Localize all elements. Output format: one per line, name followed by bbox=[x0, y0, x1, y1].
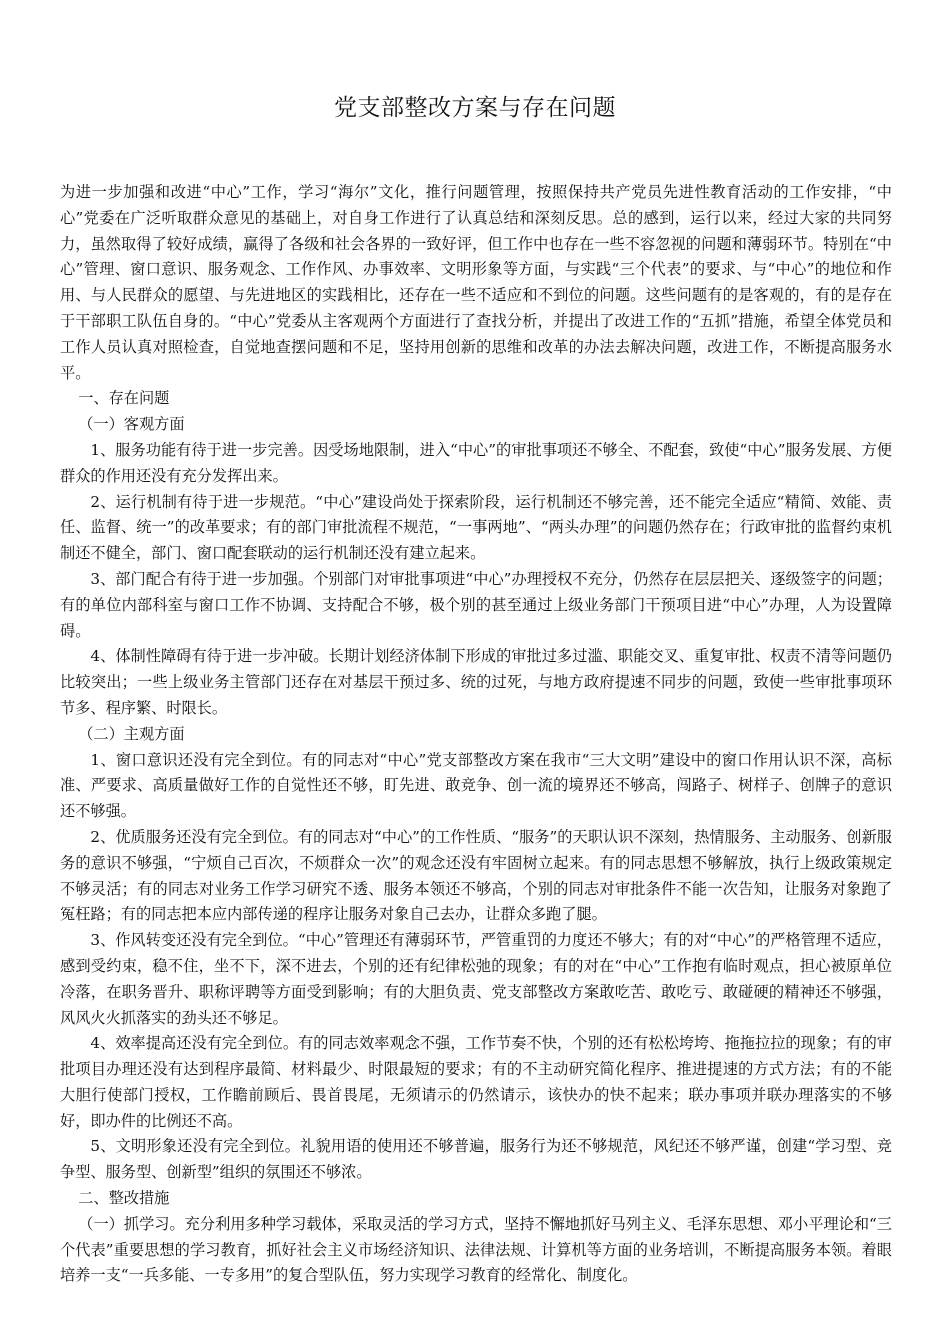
body-paragraph: 1、窗口意识还没有完全到位。有的同志对“中心”党支部整改方案在我市“三大文明”建设中的窗口作用认识不深，高标准、严要求、高质量做好工作的自觉性还不够，盯先进、敢竞争、创一流的境界还不够高，闯路子、树样子、创牌子的意识还不够强。 bbox=[60, 750, 892, 821]
document-body bbox=[60, 180, 892, 1289]
document-title: 党支部整改方案与存在问题 bbox=[334, 95, 616, 121]
body-paragraph: 1、服务功能有待于进一步完善。因受场地限制，进入“中心”的审批事项还不够全、不配套，致使“中心”服务发展、方便群众的作用还没有充分发挥出来。 bbox=[60, 440, 892, 485]
section-heading: （一）客观方面 bbox=[78, 415, 185, 434]
body-paragraph: 为进一步加强和改进“中心”工作，学习“海尔”文化，推行问题管理，按照保持共产党员先进性教育活动的工作安排，“中心”党委在广泛听取群众意见的基础上，对自身工作进行了认真总结和深刻反思。总的感到，运行以来，经过大家的共同努力，虽然取得了较好成绩，赢得了各级和社会各界的一致好评，但工作中也存在一些不容忽视的问题和薄弱环节。特别在“中心”管理、窗口意识、服务观念、工作作风、办事效率、文明形象等方面，与实践“三个代表”的要求、与“中心”的地位和作用、与人民群众的愿望、与先进地区的实践相比，还存在一些不适应和不到位的问题。这些问题有的是客观的，有的是存在于干部职工队伍自身的。“中心”党委从主客观两个方面进行了查找分析，并提出了改进工作的“五抓”措施，希望全体党员和工作人员认真对照检查，自觉地查摆问题和不足，坚持用创新的思维和改革的办法去解决问题，改进工作，不断提高服务水平。 bbox=[60, 183, 892, 382]
body-paragraph: 3、部门配合有待于进一步加强。个别部门对审批事项进“中心”办理授权不充分，仍然存在层层把关、逐级签字的问题；有的单位内部科室与窗口工作不协调、支持配合不够，极个别的甚至通过上级业务部门干预项目进“中心”办理，人为设置障碍。 bbox=[60, 569, 892, 640]
body-paragraph: 2、优质服务还没有完全到位。有的同志对“中心”的工作性质、“服务”的天职认识不深刻，热情服务、主动服务、创新服务的意识不够强，“宁烦自己百次，不烦群众一次”的观念还没有牢固树立起来。有的同志思想不够解放，执行上级政策规定不够灵活；有的同志对业务工作学习研究不透、服务本领还不够高，个别的同志对审批条件不能一次告知，让服务对象跑了冤枉路；有的同志把本应内部传递的程序让服务对象自己去办，让群众多跑了腿。 bbox=[60, 827, 892, 924]
body-paragraph: 4、效率提高还没有完全到位。有的同志效率观念不强，工作节奏不快，个别的还有松松垮垮、拖拖拉拉的现象；有的审批项目办理还没有达到程序最简、材料最少、时限最短的要求；有的不主动研究简化程序、推进提速的方式方法；有的不能大胆行使部门授权，工作瞻前顾后、畏首畏尾，无须请示的仍然请示，该快办的快不起来；联办事项并联办理落实的不够好，即办件的比例还不高。 bbox=[60, 1034, 892, 1130]
section-heading: （二）主观方面 bbox=[78, 724, 185, 743]
section-heading: 二、整改措施 bbox=[78, 1189, 170, 1208]
section-heading: 一、存在问题 bbox=[78, 389, 170, 408]
body-paragraph: 5、文明形象还没有完全到位。礼貌用语的使用还不够普遍，服务行为还不够规范，风纪还不够严谨，创建“学习型、竞争型、服务型、创新型”组织的氛围还不够浓。 bbox=[60, 1137, 892, 1182]
body-paragraph: 4、体制性障碍有待于进一步冲破。长期计划经济体制下形成的审批过多过滥、职能交叉、重复审批、权责不清等问题仍比较突出；一些上级业务主管部门还存在对基层干预过多、统的过死，与地方政府提速不同步的问题，致使一些审批事项环节多、程序繁、时限长。 bbox=[60, 647, 892, 717]
section-heading: （一）抓学习。充分利用多种学习载体，采取灵活的学习方式，坚持不懈地抓好马列主义、毛泽东思想、邓小平理论和“三个代表”重要思想的学习教育，抓好社会主义市场经济知识、法律法规、计算机等方面的业务培训，不断提高服务本领。着眼培养一支“一兵多能、一专多用”的复合型队伍，努力实现学习教育的经常化、制度化。 bbox=[60, 1214, 892, 1285]
body-paragraph: 2、运行机制有待于进一步规范。“中心”建设尚处于探索阶段，运行机制还不够完善，还不能完全适应“精简、效能、责任、监督、统一”的改革要求；有的部门审批流程不规范，“一事两地”、“两头办理”的问题仍然存在；行政审批的监督约束机制还不健全，部门、窗口配套联动的运行机制还没有建立起来。 bbox=[60, 492, 892, 563]
body-paragraph: 3、作风转变还没有完全到位。“中心”管理还有薄弱环节，严管重罚的力度还不够大；有的对“中心”的严格管理不适应，感到受约束，稳不住，坐不下，深不进去，个别的还有纪律松弛的现象；有的对在“中心”工作抱有临时观点，担心被原单位冷落，在职务晋升、职称评聘等方面受到影响；有的大胆负责、党支部整改方案敢吃苦、敢吃亏、敢碰硬的精神还不够强，风风火火抓落实的劲头还不够足。 bbox=[60, 931, 892, 1027]
